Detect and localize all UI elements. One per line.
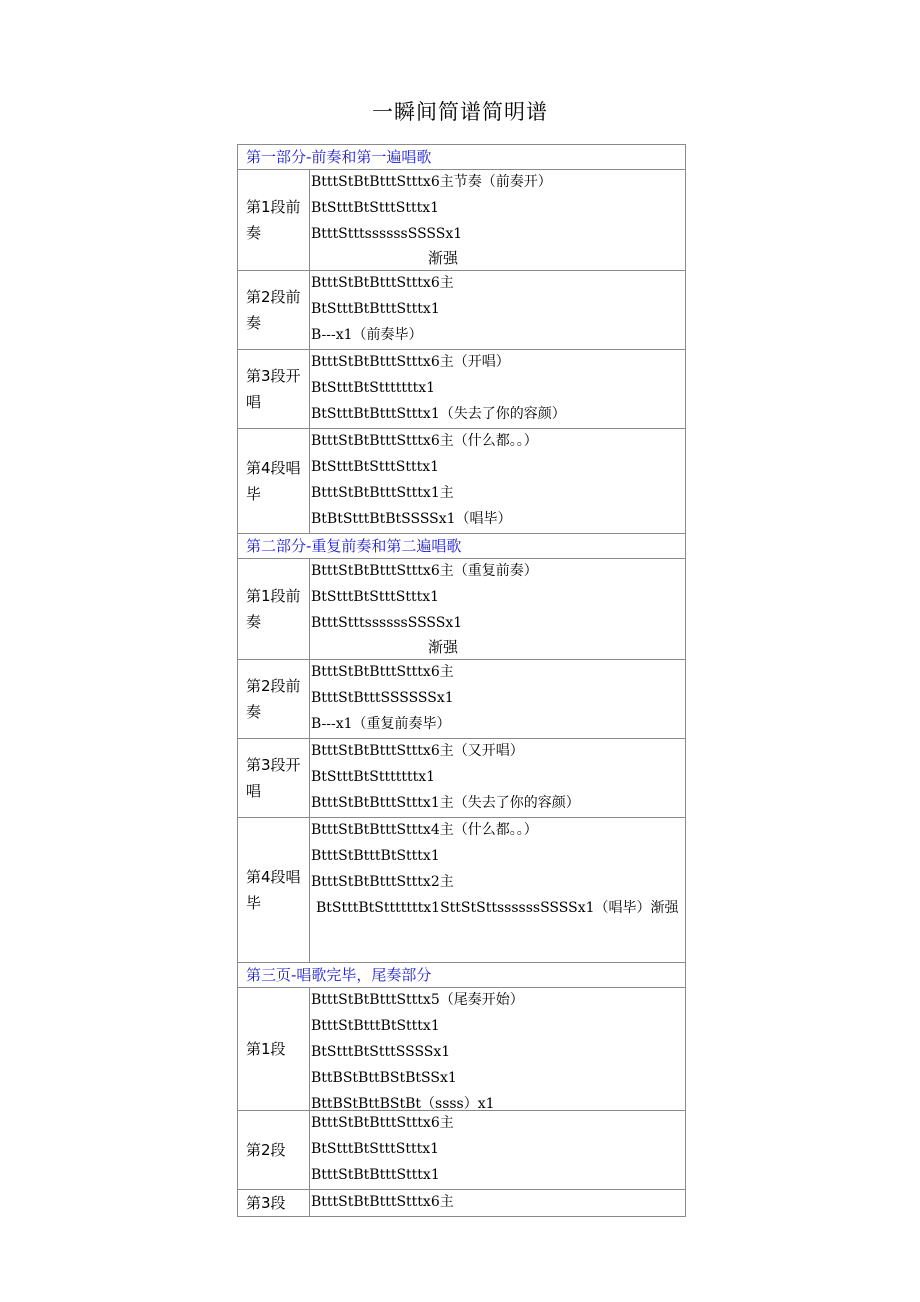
score-table	[237, 144, 686, 1217]
table-row	[238, 271, 686, 350]
segment-label: 第3段开唱	[238, 350, 310, 429]
notation-line: BtttStBtBtttStttx6主（又开唱）	[311, 743, 524, 759]
table-row	[238, 350, 686, 429]
section-header-row	[238, 963, 686, 988]
table-row	[238, 660, 686, 739]
table-row	[238, 1111, 686, 1190]
segment-notation	[310, 559, 686, 660]
notation-line: BtttStBtttBtStttx1	[311, 848, 440, 864]
segment-notation	[310, 1190, 686, 1217]
segment-label: 第4段唱毕	[238, 429, 310, 534]
notation-line: BtStttBtBtttStttx1	[311, 301, 440, 317]
notation-line: BtttStBtttBtStttx1	[311, 1018, 440, 1034]
notation-line: BtStttBtStttttttx1	[311, 769, 436, 785]
dynamics-mark: 渐强	[428, 249, 459, 267]
notation-line: B---x1（重复前奏毕）	[311, 716, 451, 732]
section-heading: 第二部分-重复前奏和第二遍唱歌	[238, 534, 686, 559]
segment-notation	[310, 818, 686, 963]
segment-label: 第2段前奏	[238, 271, 310, 350]
notation-line: BtttStBtBtttStttx6主节奏（前奏开）	[311, 174, 552, 190]
segment-notation	[310, 350, 686, 429]
notation-line: BtttStBtBtttStttx6主（重复前奏）	[311, 563, 538, 579]
notation-line: BtttStBtBtttStttx6主	[311, 664, 454, 680]
notation-line: BtStttBtStttSSSSx1	[311, 1044, 451, 1060]
notation-line: BtttStBtBtttStttx2主	[311, 874, 454, 890]
segment-notation	[310, 429, 686, 534]
section-heading: 第一部分-前奏和第一遍唱歌	[238, 145, 686, 170]
notation-line: BtttStBtBtttStttx6主（开唱）	[311, 354, 510, 370]
section-header-row	[238, 534, 686, 559]
notation-line: BtttStBtBtttStttx5（尾奏开始）	[311, 992, 524, 1008]
notation-line: BtttStttssssssSSSSx1	[311, 615, 463, 631]
segment-label: 第3段开唱	[238, 739, 310, 818]
notation-line: BtttStBtBtttStttx6主（什么都。。）	[311, 433, 538, 449]
section-heading: 第三页-唱歌完毕，尾奏部分	[238, 963, 686, 988]
segment-label: 第1段前奏	[238, 170, 310, 271]
segment-label: 第2段前奏	[238, 660, 310, 739]
table-row	[238, 739, 686, 818]
segment-label: 第1段前奏	[238, 559, 310, 660]
segment-label: 第4段唱毕	[238, 818, 310, 963]
notation-line: BtttStBtBtttStttx1	[311, 1167, 440, 1183]
notation-line: BtStttBtBtttStttx1（失去了你的容颜）	[311, 406, 566, 422]
notation-line: BttBStBttBStBt（ssss）x1	[311, 1096, 495, 1110]
notation-line: BtStttBtStttttttx1	[311, 380, 436, 396]
segment-notation	[310, 739, 686, 818]
table-row	[238, 559, 686, 660]
segment-notation	[310, 271, 686, 350]
notation-line: BtttStBtBtttStttx1主（失去了你的容颜）	[311, 795, 580, 811]
table-row	[238, 1190, 686, 1217]
notation-line: BtttStBtBtttStttx6主	[311, 1194, 454, 1210]
segment-label: 第3段	[238, 1190, 310, 1217]
table-row	[238, 170, 686, 271]
table-row	[238, 988, 686, 1111]
notation-line: BtStttBtStttStttx1	[311, 459, 440, 475]
notation-line: BtttStBtBtttStttx1主	[311, 485, 454, 501]
notation-line: BttBStBttBStBtSSx1	[311, 1070, 457, 1086]
segment-notation	[310, 1111, 686, 1190]
page-title: 一瞬间简谱简明谱	[372, 100, 548, 124]
notation-line: BtStttBtStttStttx1	[311, 200, 440, 216]
notation-line: BtStttBtStttttttx1SttStSttssssssSSSSx1（唱毕）渐强	[316, 900, 679, 916]
notation-line: BtttStttssssssSSSSx1	[311, 226, 463, 242]
segment-notation	[310, 988, 686, 1111]
segment-label: 第2段	[238, 1111, 310, 1190]
notation-line: BtttStBtttSSSSSSx1	[311, 690, 454, 706]
section-header-row	[238, 145, 686, 170]
segment-notation	[310, 660, 686, 739]
table-row	[238, 429, 686, 534]
notation-line: BtttStBtBtttStttx4主（什么都。。）	[311, 822, 538, 838]
notation-line: BtBtStttBtBtSSSSx1（唱毕）	[311, 511, 512, 527]
notation-line: BtttStBtBtttStttx6主	[311, 1115, 454, 1131]
notation-line: BtStttBtStttStttx1	[311, 589, 440, 605]
notation-line: BtStttBtStttStttx1	[311, 1141, 440, 1157]
notation-line: BtttStBtBtttStttx6主	[311, 275, 454, 291]
segment-label: 第1段	[238, 988, 310, 1111]
segment-notation	[310, 170, 686, 271]
notation-line: B---x1（前奏毕）	[311, 327, 423, 343]
table-row	[238, 818, 686, 963]
dynamics-mark: 渐强	[428, 638, 459, 656]
